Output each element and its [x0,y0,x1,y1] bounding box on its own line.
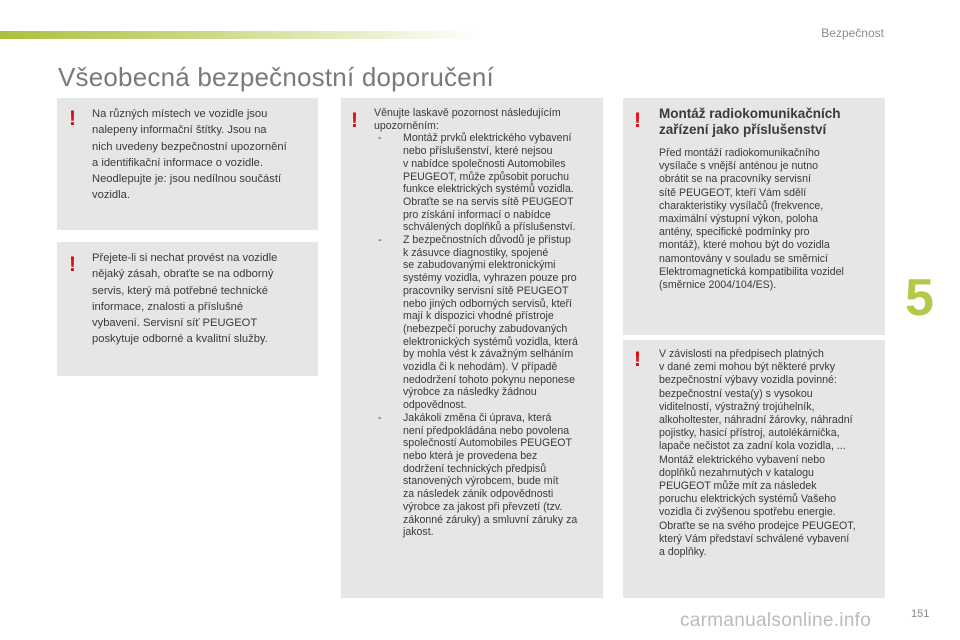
service-warning-text: Přejete-li si nechat provést na vozidle nějaký zásah, obraťte se na odborný servis, který má potřebné technické informace, znalosti a příslušné vybavení. Servisní síť PEUGEOT poskytuje odborné a kvalitní služby. [92,252,278,346]
list-item: - Montáž prvků elektrického vybavení nebo příslušenství, které nejsou v nabídce společnosti Automobiles PEUGEOT, může způsobit poruchu funkce elektrických systémů vozidla. Obraťte se na servis sítě PEUGEOT pro získání informací o nabídce schválených doplňků a příslušenství. [378,132,576,234]
watermark: carmanualsonline.info [680,610,872,631]
radio-warning-text: Před montáží radiokomunikačního vysílače s vnější anténou je nutno obrátit se na pracovníky servisní sítě PEUGEOT, kteří Vám sdělí charakteristiky vysílačů (frekvence, maximální výstupní výkon, poloha antény, specifické podmínky pro montáž), které mohou být do vozidla namontovány v souladu se směrnicí Elektromagnetická kompatibilita vozidel (směrnice 2004/104/ES). [659,147,844,292]
warning-exclamation-icon: ! [69,107,76,130]
list-item: - Jakákoli změna či úprava, která není předpokládána nebo povolena společností Automobiles PEUGEOT nebo která je provedena bez dodržení technických předpisů stanovených výrobcem, bude mít za následek zánik odpovědnosti výrobce za jakost při převzetí (tzv. zákonné záruky) a smluvní záruky za jakost. [378,411,578,539]
list-item: - Z bezpečnostních důvodů je přístup k zásuvce diagnostiky, spojené se zabudovanými elektronickými systémy vozidla, vyhrazen pouze pro pracovníky servisní sítě PEUGEOT nebo jiných odborných servisů, kteří mají k dispozici vhodné přístroje (nebezpečí poruchy zabudovaných elektronických systémů vozidla, která by mohla vést k závažným selháním vozidla či k nehodám). V případě nedodržení tohoto pokynu neponese výrobce za následky žádnou odpovědnost. [378,234,578,412]
radio-box-heading: Montáž radiokomunikačních zařízení jako příslušenství [659,106,841,137]
warning-exclamation-icon: ! [634,348,641,371]
page-title: Všeobecná bezpečnostní doporučení [58,62,494,92]
electronics-warning-text: Věnujte laskavě pozornost následujícím upozorněním: - Montáž prvků elektrického vybavení nebo příslušenství, které nejsou v nabídce společnosti Automobiles PEUGEOT, může způsobit poruchu funkce elektrických systémů vozidla. Obraťte se na servis sítě PEUGEOT pro získání informací o nabídce schválených doplňků a příslušenství. - Z bezpečnostních důvodů je přístup k zásuvce diagnostiky, spojené se zabudovanými elektronickými systémy vozidla, vyhrazen pouze pro pracovníky servisní sítě PEUGEOT nebo jiných odborných servisů, kteří mají k dispozici vhodné přístroje (nebezpečí poruchy zabudovaných elektronických systémů vozidla, která by mohla vést k závažným selháním vozidla či k nehodám). V případě nedodržení tohoto pokynu neponese výrobce za následky žádnou odpovědnost. - Jakákoli změna či úprava, která není předpokládána nebo povolena společností Automobiles PEUGEOT nebo která je provedena bez dodržení technických předpisů stanovených výrobcem, bude mít za následek zánik odpovědnosti výrobce za jakost při převzetí (tzv. zákonné záruky) a smluvní záruky za jakost. [374,107,600,539]
electronics-warning-list [374,132,600,539]
chapter-number: 5 [905,269,934,327]
header-accent-bar [0,31,480,39]
warning-exclamation-icon: ! [69,253,76,276]
labels-warning-text: Na různých místech ve vozidle jsou nalepeny informační štítky. Jsou na nich uvedeny bezpečnostní upozornění a identifikační informace o vozidle. Neodlepujte je: jsou nedílnou součástí vozidla. [92,108,287,202]
warning-exclamation-icon: ! [351,109,358,132]
equipment-warning-text: V závislosti na předpisech platných v dané zemi mohou být některé prvky bezpečnostní výbavy vozidla povinné: bezpečnostní vesta(y) s vysokou viditelností, výstražný trojúhelník, alkoholtester, náhradní žárovky, náhradní pojistky, hasicí přístroj, autolékárnička, lapače nečistot za zadní kola vozidla, ... Montáž elektrického vybavení nebo doplňků nezahrnutých v katalogu PEUGEOT může mít za následek poruchu elektrických systémů Vašeho vozidla či zvýšenou spotřebu energie. Obraťte se na svého prodejce PEUGEOT, který Vám představí schválené vybavení a doplňky. [659,348,856,559]
warning-exclamation-icon: ! [634,109,641,132]
section-label: Bezpečnost [821,26,884,40]
page-number: 151 [911,608,930,620]
